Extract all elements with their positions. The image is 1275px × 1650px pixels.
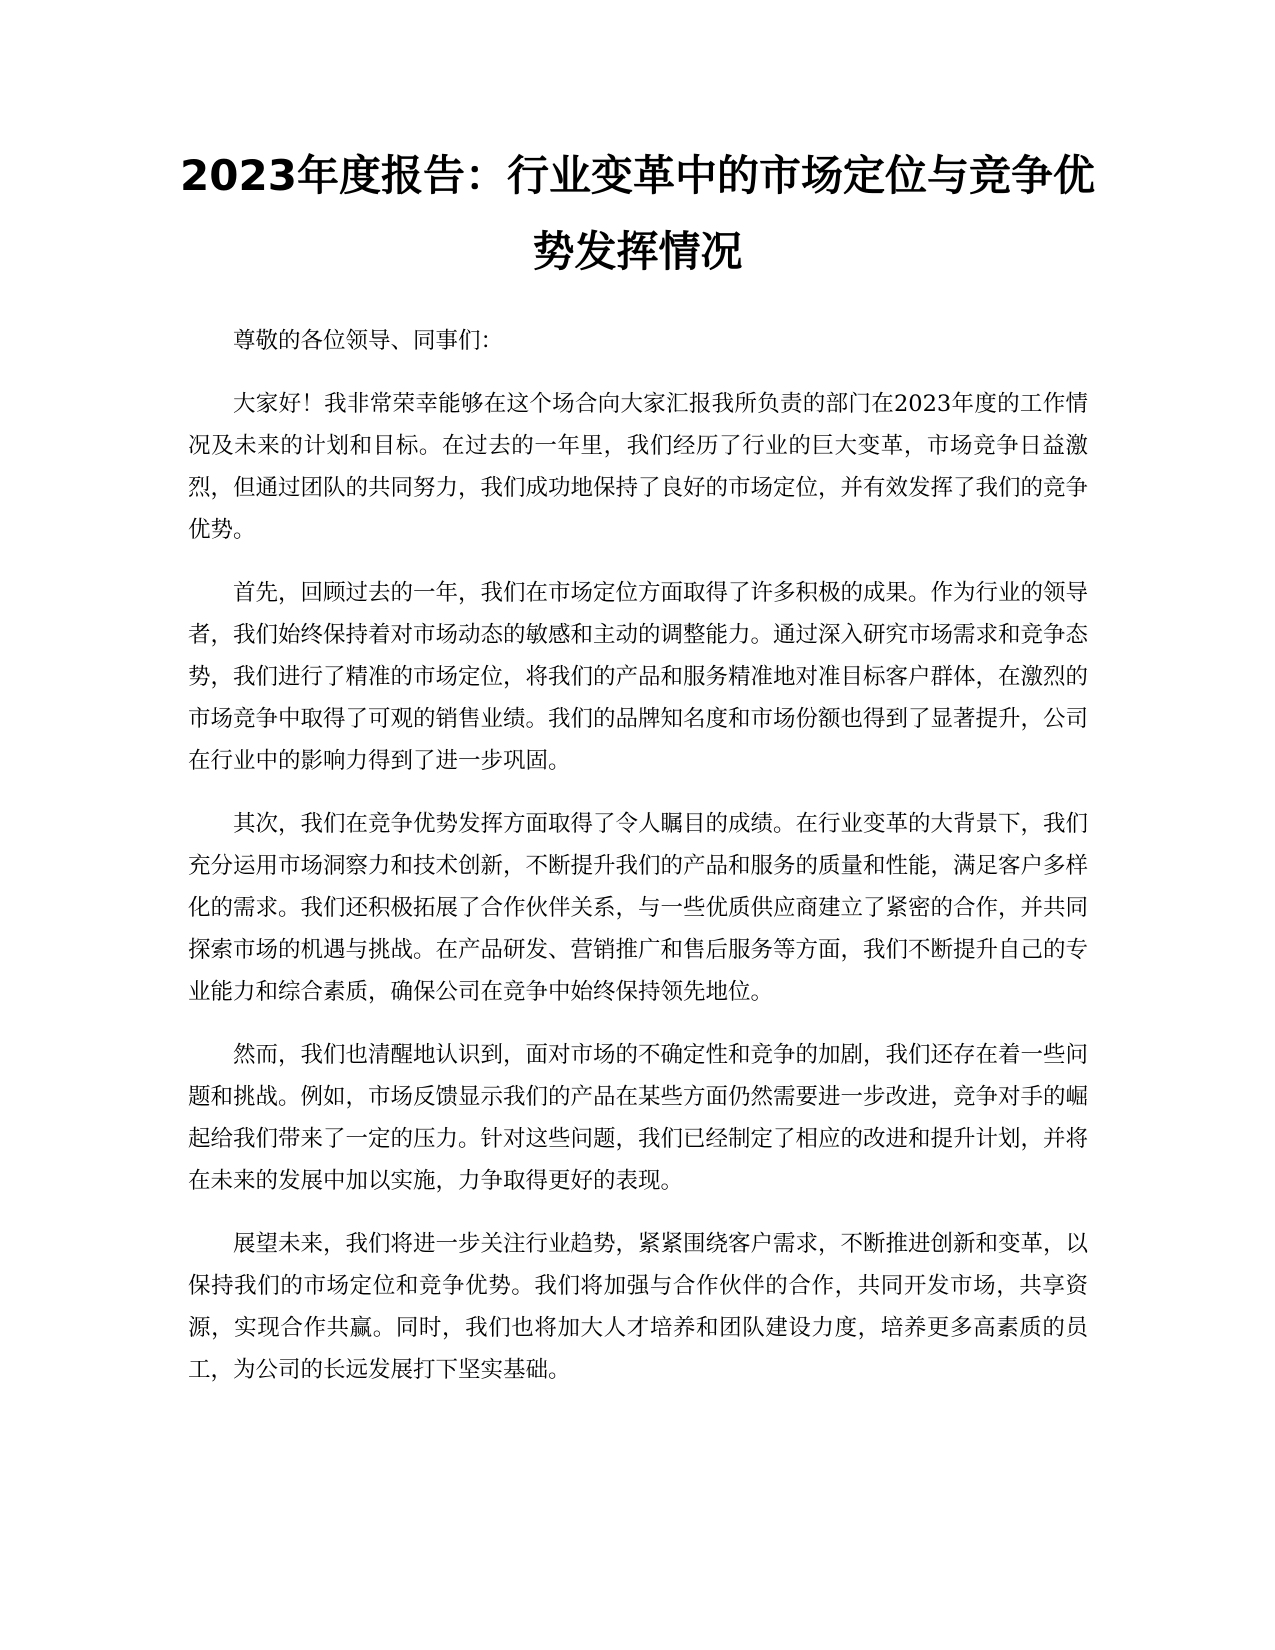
body-paragraph: 首先，回顾过去的一年，我们在市场定位方面取得了许多积极的成果。作为行业的领导者，我们始终保持着对市场动态的敏感和主动的调整能力。通过深入研究市场需求和竞争态势，我们进行了精准的市场定位，将我们的产品和服务精准地对准目标客户群体，在激烈的市场竞争中取得了可观的销售业绩。我们的品牌知名度和市场份额也得到了显著提升，公司在行业中的影响力得到了进一步巩固。: [188, 580, 1089, 774]
body-paragraph: 其次，我们在竞争优势发挥方面取得了令人瞩目的成绩。在行业变革的大背景下，我们充分运用市场洞察力和技术创新，不断提升我们的产品和服务的质量和性能，满足客户多样化的需求。我们还积极拓展了合作伙伴关系，与一些优质供应商建立了紧密的合作，并共同探索市场的机遇与挑战。在产品研发、营销推广和售后服务等方面，我们不断提升自己的专业能力和综合素质，确保公司在竞争中始终保持领先地位。: [188, 811, 1089, 1005]
salutation-paragraph: 尊敬的各位领导、同事们：: [233, 328, 504, 354]
body-paragraph: 大家好！我非常荣幸能够在这个场合向大家汇报我所负责的部门在2023年度的工作情况及未来的计划和目标。在过去的一年里，我们经历了行业的巨大变革，市场竞争日益激烈，但通过团队的共同努力，我们成功地保持了良好的市场定位，并有效发挥了我们的竞争优势。: [188, 391, 1089, 543]
body-paragraph: 展望未来，我们将进一步关注行业趋势，紧紧围绕客户需求，不断推进创新和变革，以保持我们的市场定位和竞争优势。我们将加强与合作伙伴的合作，共同开发市场，共享资源，实现合作共赢。同时，我们也将加大人才培养和团队建设力度，培养更多高素质的员工，为公司的长远发展打下坚实基础。: [188, 1231, 1089, 1383]
body-paragraph: 然而，我们也清醒地认识到，面对市场的不确定性和竞争的加剧，我们还存在着一些问题和挑战。例如，市场反馈显示我们的产品在某些方面仍然需要进一步改进，竞争对手的崛起给我们带来了一定的压力。针对这些问题，我们已经制定了相应的改进和提升计划，并将在未来的发展中加以实施，力争取得更好的表现。: [188, 1042, 1089, 1194]
document-title: 2023年度报告：行业变革中的市场定位与竞争优势发挥情况: [180, 151, 1095, 276]
document-body: [188, 320, 1088, 1412]
